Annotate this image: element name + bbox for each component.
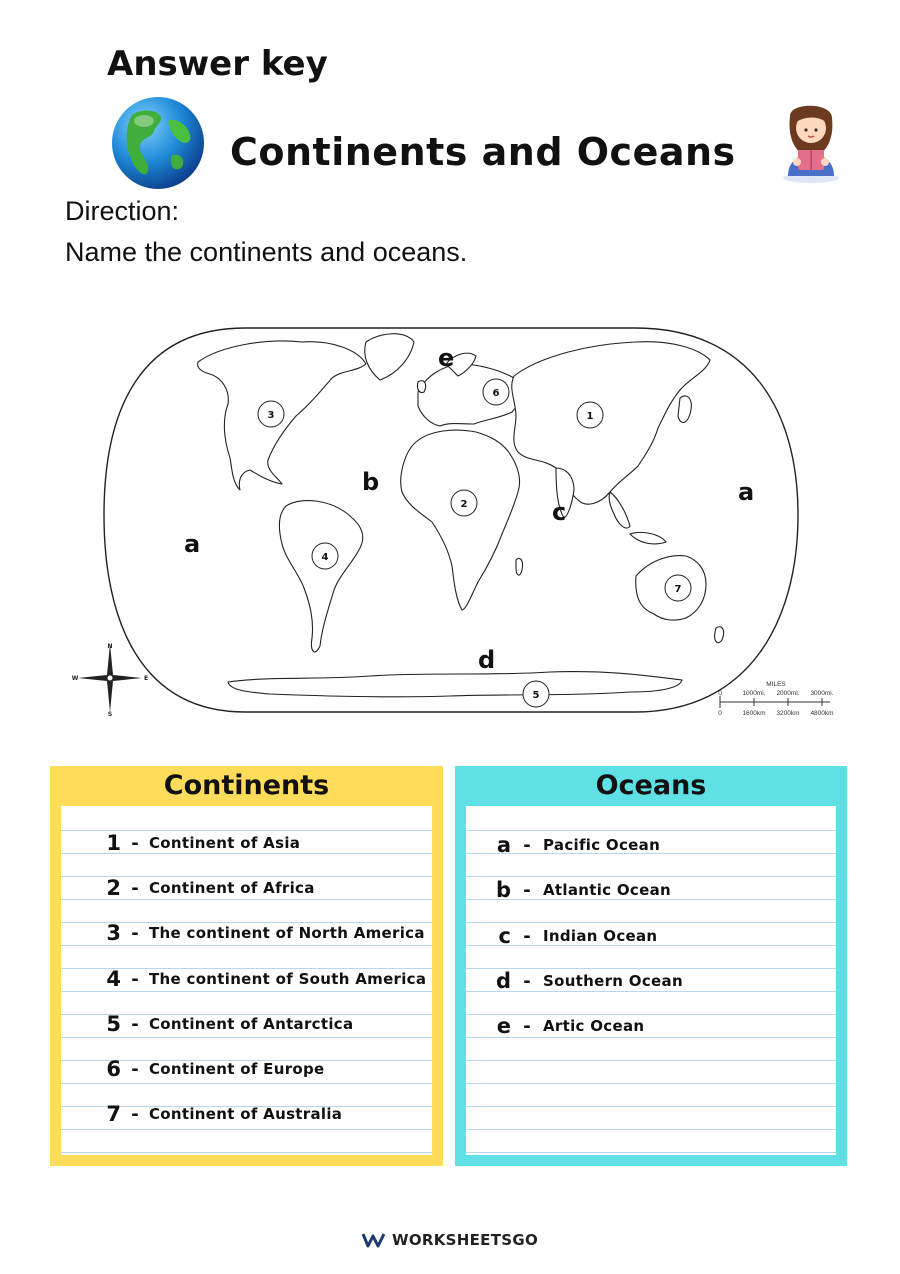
continent-answer: Continent of Asia bbox=[149, 834, 301, 852]
ocean-row bbox=[466, 878, 836, 902]
ocean-label-e: e bbox=[438, 344, 455, 372]
svg-text:4: 4 bbox=[321, 552, 329, 563]
ocean-row bbox=[466, 1014, 836, 1038]
answer-key-heading: Answer key bbox=[107, 44, 328, 84]
ocean-letter: d bbox=[495, 969, 511, 993]
footer-brand bbox=[362, 1231, 538, 1249]
svg-text:0: 0 bbox=[718, 690, 722, 697]
continent-marker-1 bbox=[577, 402, 603, 428]
new-zealand-shape bbox=[715, 627, 724, 643]
continent-row bbox=[61, 1057, 432, 1081]
ocean-answer: Indian Ocean bbox=[543, 927, 658, 945]
continent-answer: Continent of Africa bbox=[149, 879, 315, 897]
dash: - bbox=[131, 968, 139, 990]
uk-shape bbox=[417, 381, 425, 393]
continent-row bbox=[61, 1102, 432, 1126]
brand-name: WORKSHEETSGO bbox=[392, 1231, 539, 1249]
continent-answer: The continent of South America bbox=[149, 970, 427, 988]
madagascar-shape bbox=[516, 558, 523, 575]
dash: - bbox=[523, 1015, 531, 1037]
globe-icon bbox=[110, 95, 206, 191]
continent-number: 4 bbox=[106, 967, 121, 991]
continent-number: 1 bbox=[106, 831, 121, 855]
continent-marker-5 bbox=[523, 681, 549, 707]
ocean-label-a-east: a bbox=[738, 478, 755, 506]
svg-text:4800km: 4800km bbox=[810, 710, 834, 717]
continents-title: Continents bbox=[163, 770, 330, 801]
ocean-row bbox=[466, 924, 836, 948]
continent-number: 5 bbox=[106, 1012, 121, 1036]
continent-answer: Continent of Australia bbox=[149, 1105, 343, 1123]
continent-number: 3 bbox=[106, 921, 121, 945]
direction-label: Direction: bbox=[65, 196, 180, 226]
dash: - bbox=[131, 1103, 139, 1125]
dash: - bbox=[131, 877, 139, 899]
ocean-letter: c bbox=[498, 924, 511, 948]
continents-lined-sheet bbox=[61, 806, 432, 1155]
dash: - bbox=[523, 970, 531, 992]
svg-text:5: 5 bbox=[532, 690, 540, 701]
continent-number: 6 bbox=[106, 1057, 121, 1081]
svg-text:N: N bbox=[107, 643, 113, 650]
dash: - bbox=[131, 832, 139, 854]
svg-text:MILES: MILES bbox=[766, 681, 786, 688]
continent-row bbox=[61, 1012, 432, 1036]
svg-text:3200km: 3200km bbox=[776, 710, 800, 717]
svg-text:3000mi.: 3000mi. bbox=[810, 690, 834, 697]
continent-marker-2 bbox=[451, 490, 477, 516]
svg-text:7: 7 bbox=[674, 584, 682, 595]
dash: - bbox=[131, 922, 139, 944]
instruction-text: Name the continents and oceans. bbox=[65, 237, 468, 267]
continent-row bbox=[61, 967, 432, 991]
world-map bbox=[70, 320, 850, 720]
svg-text:S: S bbox=[107, 711, 113, 718]
map-scale bbox=[718, 681, 834, 717]
continent-number: 2 bbox=[106, 876, 121, 900]
continent-marker-4 bbox=[312, 543, 338, 569]
oceans-title: Oceans bbox=[595, 770, 707, 801]
page-title: Continents and Oceans bbox=[230, 130, 736, 174]
dash: - bbox=[131, 1058, 139, 1080]
continent-answer: Continent of Europe bbox=[149, 1060, 325, 1078]
dash: - bbox=[131, 1013, 139, 1035]
continent-row bbox=[61, 876, 432, 900]
svg-text:1600km: 1600km bbox=[742, 710, 766, 717]
svg-text:E: E bbox=[143, 675, 149, 682]
svg-text:1000mi.: 1000mi. bbox=[742, 690, 766, 697]
continents-panel bbox=[50, 766, 443, 1166]
ocean-row bbox=[466, 833, 836, 857]
dash: - bbox=[523, 834, 531, 856]
svg-text:1: 1 bbox=[586, 411, 594, 422]
svg-text:6: 6 bbox=[492, 388, 500, 399]
ocean-label-b: b bbox=[362, 468, 380, 496]
ocean-letter: b bbox=[495, 878, 511, 902]
svg-text:2000mi.: 2000mi. bbox=[776, 690, 800, 697]
continent-row bbox=[61, 831, 432, 855]
svg-text:0: 0 bbox=[718, 710, 722, 717]
worksheetsgo-logo-icon bbox=[362, 1232, 386, 1248]
continent-marker-6 bbox=[483, 379, 509, 405]
dash: - bbox=[523, 879, 531, 901]
continent-number: 7 bbox=[106, 1102, 121, 1126]
ocean-answer: Atlantic Ocean bbox=[543, 881, 671, 899]
ocean-label-a-west: a bbox=[184, 530, 201, 558]
oceans-lined-sheet bbox=[466, 806, 836, 1155]
ocean-answer: Artic Ocean bbox=[543, 1017, 645, 1035]
continent-answer: The continent of North America bbox=[149, 924, 425, 942]
svg-text:W: W bbox=[71, 675, 79, 682]
dash: - bbox=[523, 925, 531, 947]
ocean-label-c: c bbox=[552, 498, 567, 526]
ocean-answer: Pacific Ocean bbox=[543, 836, 661, 854]
ocean-answer: Southern Ocean bbox=[543, 972, 683, 990]
svg-text:2: 2 bbox=[460, 499, 468, 510]
reading-girl-icon bbox=[778, 96, 844, 184]
continent-row bbox=[61, 921, 432, 945]
continent-marker-3 bbox=[258, 401, 284, 427]
ocean-letter: a bbox=[496, 833, 511, 857]
svg-text:3: 3 bbox=[267, 410, 275, 421]
oceans-panel bbox=[455, 766, 847, 1166]
ocean-label-d: d bbox=[478, 646, 496, 674]
continent-marker-7 bbox=[665, 575, 691, 601]
continent-answer: Continent of Antarctica bbox=[149, 1015, 354, 1033]
ocean-row bbox=[466, 969, 836, 993]
ocean-letter: e bbox=[496, 1014, 511, 1038]
